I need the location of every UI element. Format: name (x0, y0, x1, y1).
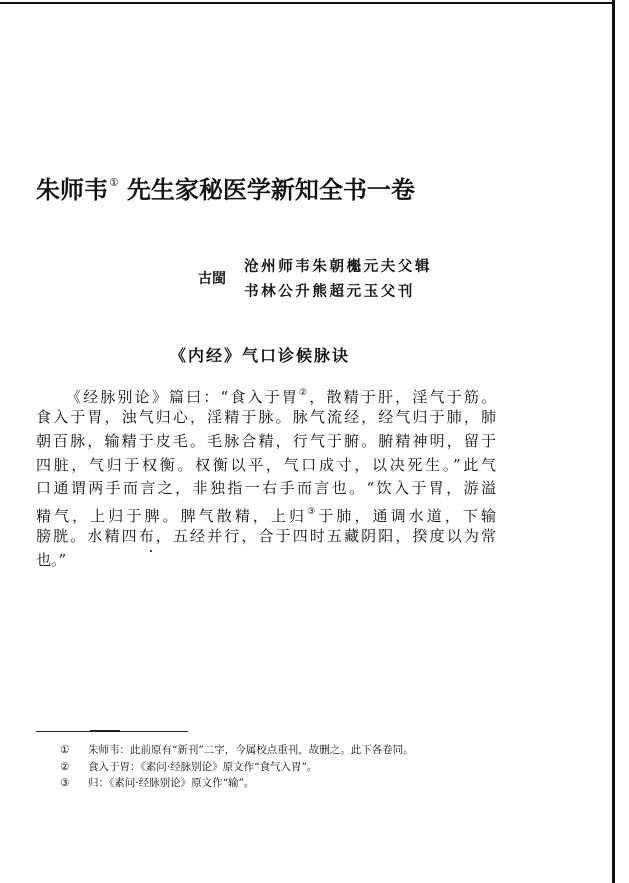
body-line-4: 四脏，气归于权衡。权衡以平，气口成寸，以决死生。”此气 (36, 456, 496, 474)
body-line-1 (66, 383, 496, 407)
byline-region: 古閩 (198, 271, 226, 287)
title-part-b: 先生家秘医学新知全书一卷 (126, 176, 415, 204)
byline-compiler: 沧州师韦朱朝櫆元夫父辑 (244, 259, 433, 275)
footnote-1-text: 朱师韦：此前原有“新刊”二字，今属校点重刊，故删之。此下各卷同。 (88, 744, 414, 756)
body-line-3: 朝百脉，输精于皮毛。毛脉合精，行气于腑。腑精神明，留于 (36, 432, 496, 450)
footnote-ref-2[interactable]: ② (299, 388, 310, 398)
footnote-3-mark: ③ (60, 777, 70, 789)
footnote-ref-3[interactable]: ③ (307, 507, 319, 517)
body-line-6-b: 于肺，通调水道，下输 (318, 507, 496, 525)
footnote-separator-mark (90, 730, 120, 732)
footnote-3-text: 归：《素问·经脉别论》原文作“输”。 (88, 777, 255, 789)
print-speck (150, 550, 152, 552)
footnote-1-mark: ① (60, 744, 70, 756)
page-top-border (0, 2, 614, 4)
footnote-2-text: 食入于胃：《素问·经脉别论》原文作“食气入胃”。 (88, 761, 318, 773)
body-line-2: 食入于胃，浊气归心，淫精于脉。脉气流经，经气归于肺，肺 (36, 408, 496, 426)
footnote-2-mark: ② (60, 761, 70, 773)
title-part-a: 朱师韦 (36, 176, 108, 204)
body-line-1-a: 《经脉别论》篇曰：“食入于胃 (66, 388, 300, 406)
body-line-6-a: 精气，上归于脾。脾气散精，上归 (36, 507, 308, 525)
body-line-1-b: ，散精于肝，淫气于筋。 (309, 388, 496, 406)
body-line-7: 膀胱。水精四布，五经并行，合于四时五藏阴阳，揆度以为常 (36, 527, 496, 545)
section-heading: 《内经》气口诊候脉诀 (170, 346, 351, 365)
byline-publisher: 书林公升熊超元玉父刊 (244, 284, 415, 300)
chapter-title (36, 170, 596, 205)
page-right-border (612, 0, 615, 883)
body-line-8: 也。” (36, 551, 67, 569)
title-footnote-mark[interactable]: ① (109, 176, 119, 189)
body-line-5: 口通谓两手而言之，非独指一右手而言也。“饮入于胃，游溢 (36, 479, 496, 497)
body-line-6 (36, 502, 496, 526)
